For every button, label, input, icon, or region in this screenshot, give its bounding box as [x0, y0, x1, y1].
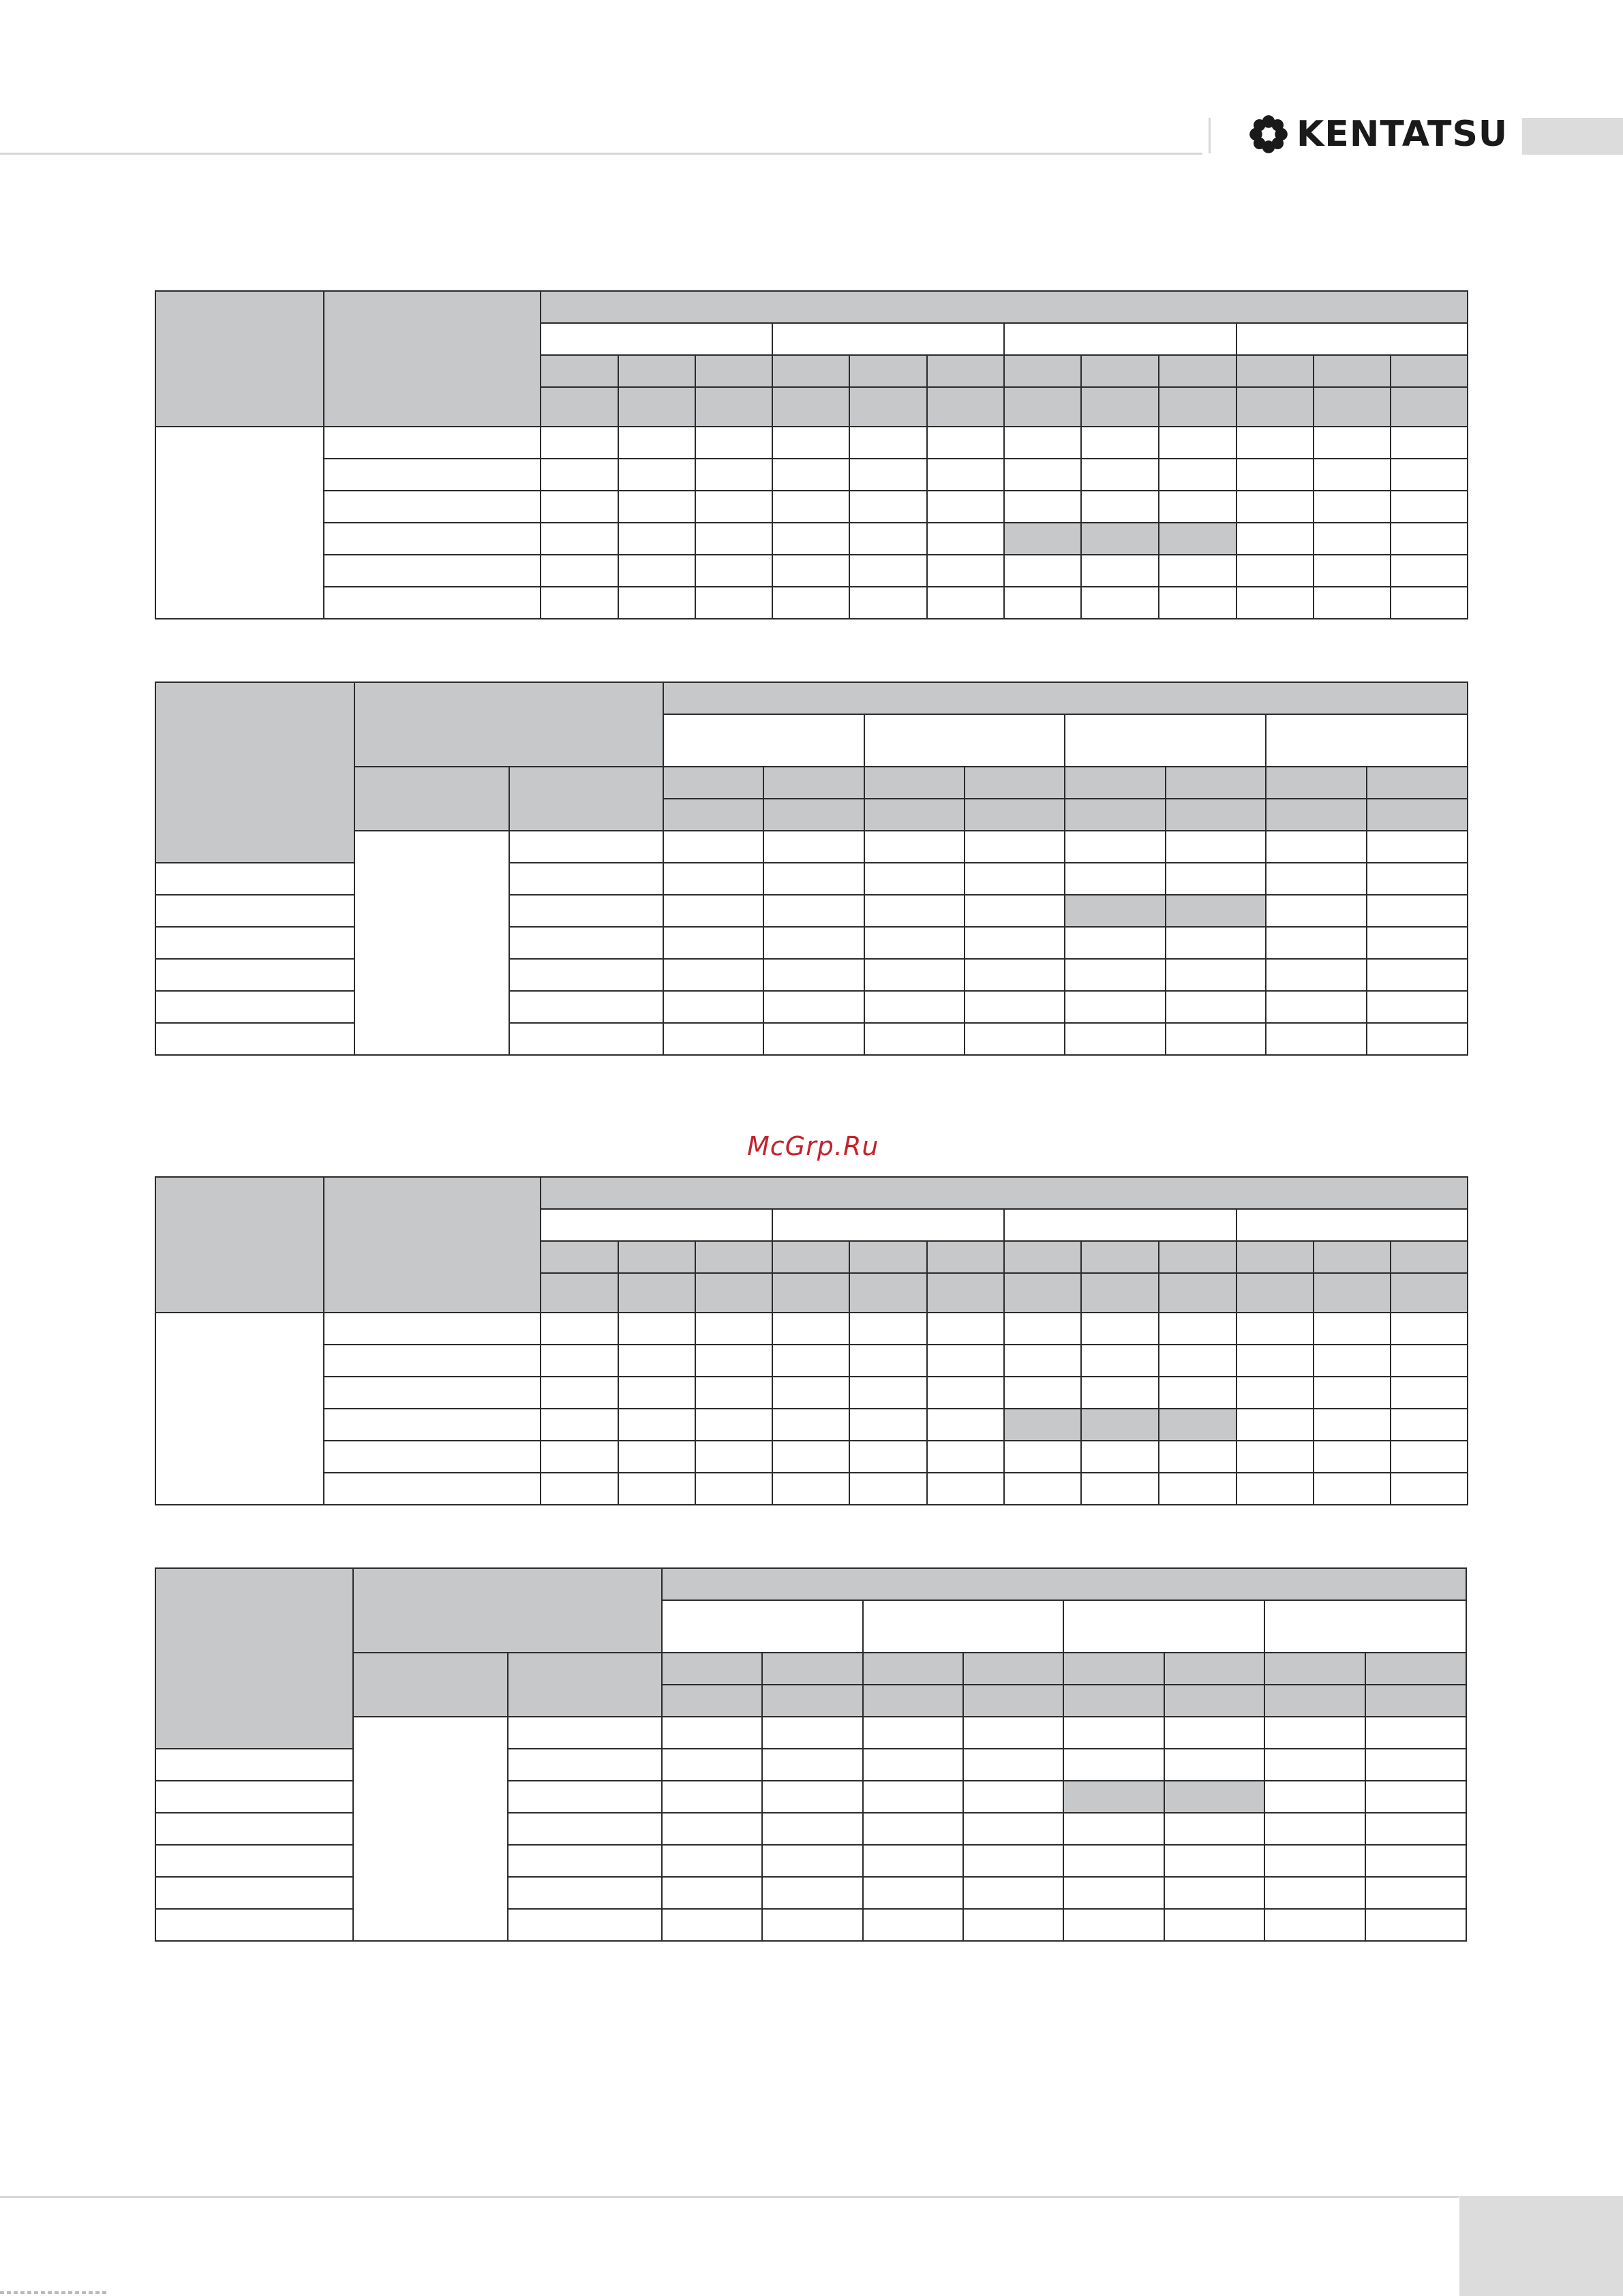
spec-table-3: [155, 1176, 1468, 1505]
footer-mark: [0, 2291, 109, 2294]
kentatsu-flower-icon: [1249, 114, 1288, 154]
table-row: [155, 555, 1468, 587]
table-row: [155, 1313, 1468, 1345]
table-row: [155, 1781, 1466, 1813]
table-header-row: [155, 291, 1468, 323]
table-row: [155, 1813, 1466, 1845]
spec-table-2: [155, 682, 1468, 1056]
brand-name: KENTATSU: [1296, 114, 1508, 155]
table-row: [155, 1409, 1468, 1441]
table-header-row: [155, 1177, 1468, 1209]
footer-rule: [0, 2196, 1459, 2198]
table-row: [155, 459, 1468, 491]
spec-table-1: [155, 290, 1468, 619]
table-row: [155, 1377, 1468, 1409]
table-row: [155, 523, 1468, 555]
table-row: [155, 1877, 1466, 1909]
table-row: [155, 1845, 1466, 1877]
brand-logo: [1249, 112, 1508, 156]
header-divider: [1209, 118, 1211, 153]
table-row: [155, 991, 1468, 1023]
table-row: [155, 1473, 1468, 1505]
spec-table-4: [155, 1567, 1467, 1942]
table-row: [155, 863, 1468, 895]
header-tab: [1522, 118, 1623, 155]
table-row: [155, 1023, 1468, 1055]
table-header-row: [155, 1568, 1466, 1600]
table-row: [155, 1909, 1466, 1941]
table-row: [155, 895, 1468, 927]
table-row: [155, 959, 1468, 991]
footer-page-tab: [1459, 2196, 1623, 2296]
table-row: [155, 427, 1468, 459]
table-row: [155, 1441, 1468, 1473]
watermark: McGrp.Ru: [747, 1131, 879, 1161]
table-row: [155, 1749, 1466, 1781]
table-row: [155, 1345, 1468, 1377]
table-header-row: [155, 682, 1468, 714]
table-row: [155, 587, 1468, 619]
table-row: [155, 491, 1468, 523]
table-row: [155, 927, 1468, 959]
header-rule: [0, 153, 1202, 155]
